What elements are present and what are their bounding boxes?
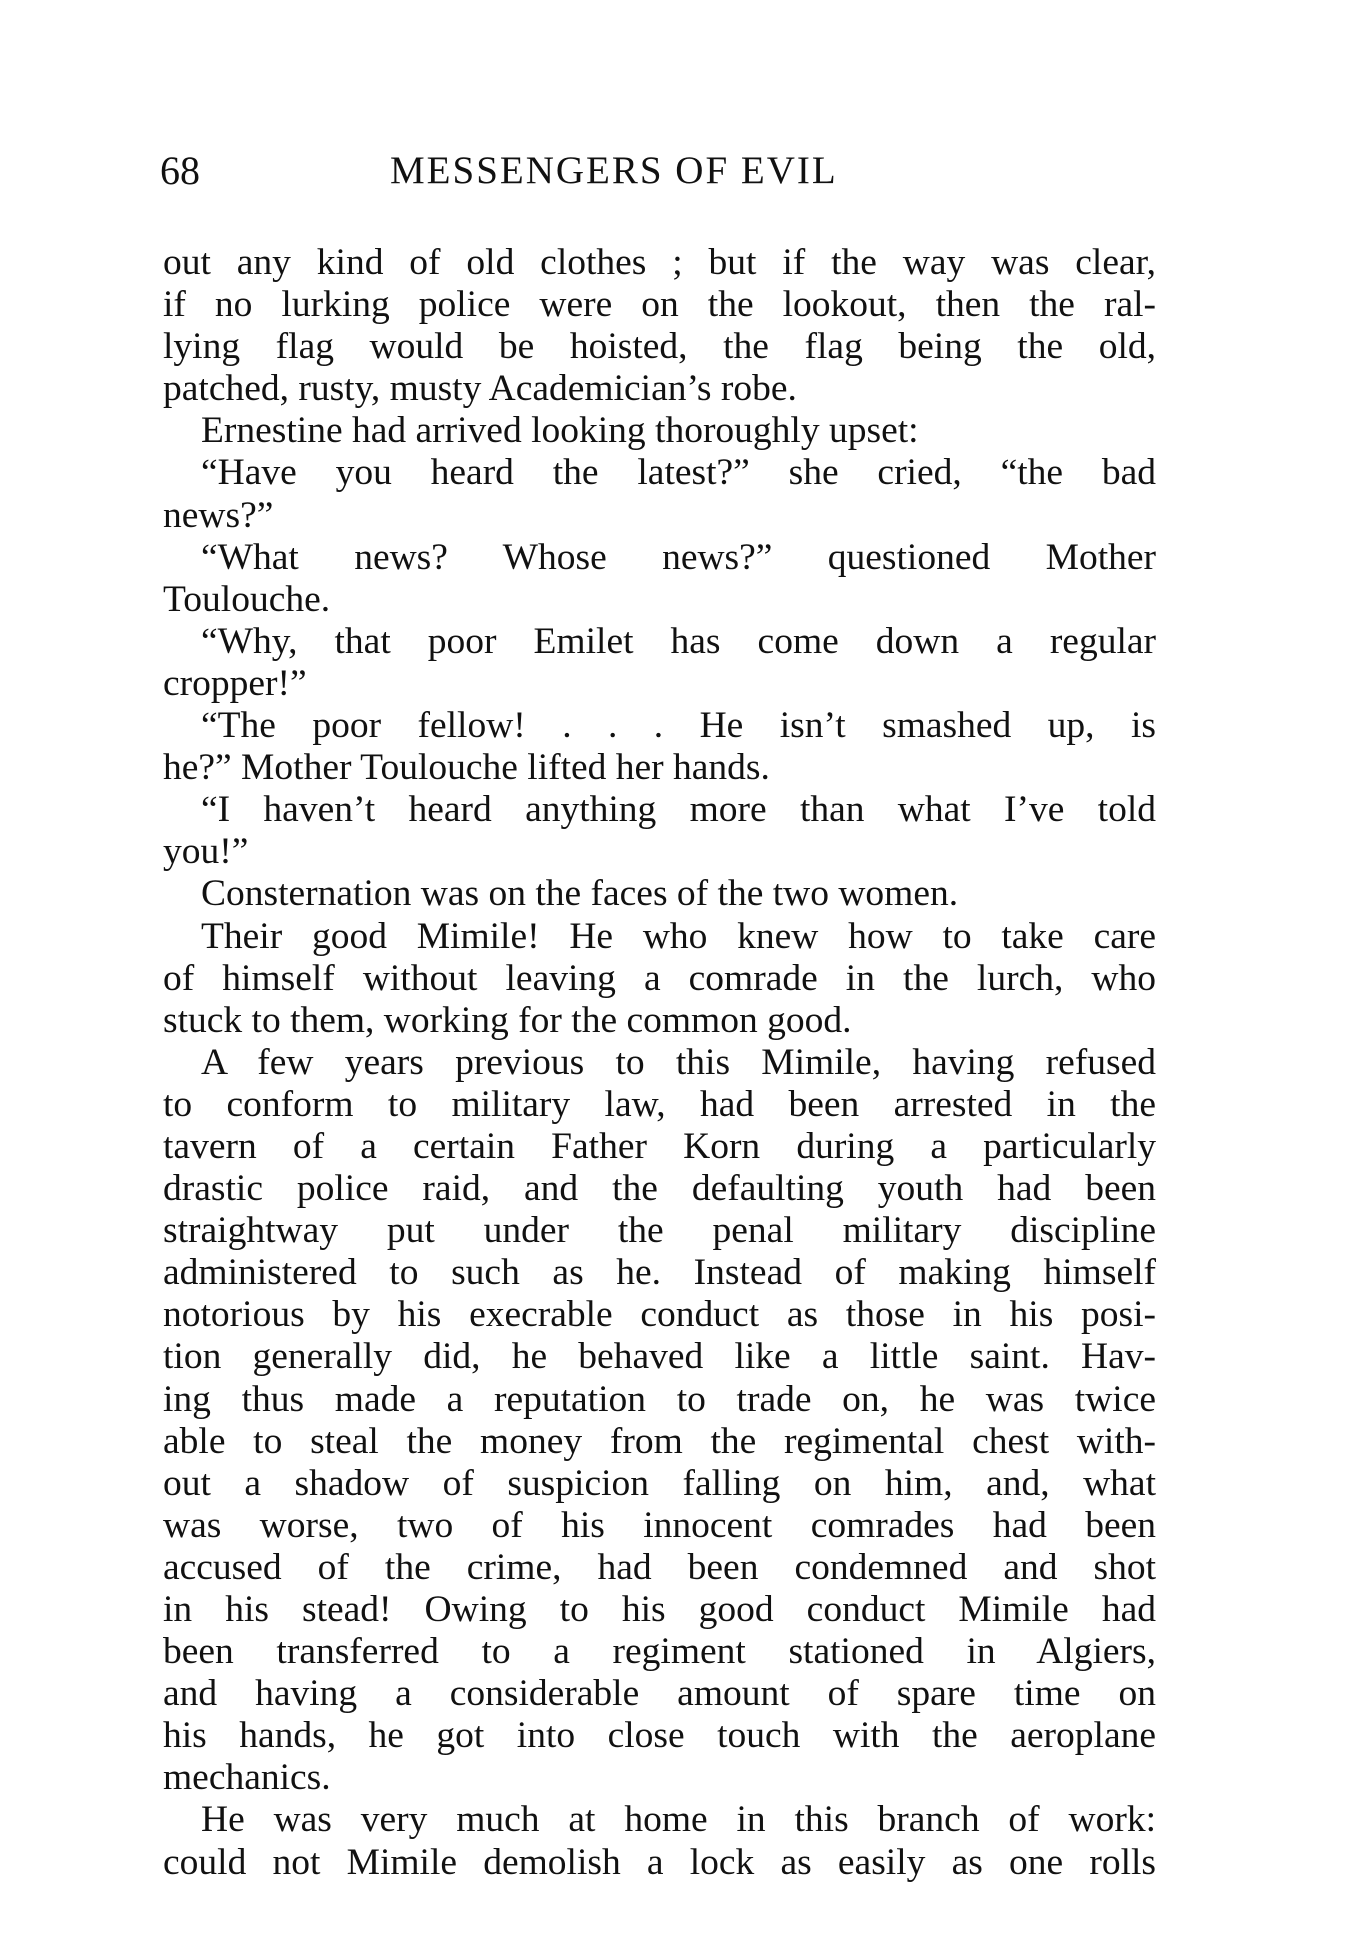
- text-line: [163, 1799, 1156, 1841]
- text-line: [163, 1505, 1156, 1547]
- text-line: [163, 1757, 1156, 1799]
- text-line: [163, 1463, 1156, 1505]
- page-header: [160, 146, 1160, 196]
- text-line: [163, 1631, 1156, 1673]
- text-line-content: you!”: [163, 831, 249, 873]
- text-line-content: “The poor fellow! . . . He isn’t smashed up, is: [201, 705, 1156, 747]
- text-line-content: Their good Mimile! He who knew how to take care: [201, 915, 1156, 957]
- text-line: [163, 410, 1156, 452]
- text-line: [163, 663, 1156, 705]
- text-line-content: “What news? Whose news?” questioned Mother: [201, 536, 1156, 578]
- body-text: [163, 242, 1156, 1884]
- text-line: [163, 621, 1156, 663]
- text-line-content: Toulouche.: [163, 578, 331, 620]
- text-line-content: notorious by his execrable conduct as those in his posi-: [163, 1294, 1156, 1336]
- text-line: [163, 916, 1156, 958]
- text-line-content: “I haven’t heard anything more than what I’ve told: [201, 789, 1156, 831]
- text-line-content: straightway put under the penal military discipline: [163, 1210, 1156, 1252]
- text-line-content: out a shadow of suspicion falling on him, and, what: [163, 1462, 1156, 1504]
- text-line-content: news?”: [163, 494, 274, 536]
- text-line-content: been transferred to a regiment stationed in Algiers,: [163, 1631, 1156, 1673]
- text-line: [163, 1168, 1156, 1210]
- text-line: [163, 747, 1156, 789]
- text-line: [163, 1084, 1156, 1126]
- text-line-content: his hands, he got into close touch with the aeroplane: [163, 1715, 1156, 1757]
- text-line-content: could not Mimile demolish a lock as easily as one rolls: [163, 1841, 1156, 1883]
- text-line-content: administered to such as he. Instead of making himself: [163, 1252, 1156, 1294]
- text-line: [163, 495, 1156, 537]
- text-line-content: tavern of a certain Father Korn during a particularly: [163, 1125, 1156, 1167]
- text-line-content: was worse, two of his innocent comrades had been: [163, 1504, 1156, 1546]
- text-line-content: “Why, that poor Emilet has come down a regular: [201, 620, 1156, 662]
- page-number: 68: [160, 148, 200, 193]
- text-line-content: Ernestine had arrived looking thoroughly upset:: [201, 410, 919, 452]
- text-line: [163, 1673, 1156, 1715]
- text-line: [163, 284, 1156, 326]
- text-line: [163, 1842, 1156, 1884]
- text-line-content: ing thus made a reputation to trade on, he was twice: [163, 1378, 1156, 1420]
- text-line: [163, 1589, 1156, 1631]
- text-line: [163, 242, 1156, 284]
- text-line-content: He was very much at home in this branch of work:: [201, 1799, 1156, 1841]
- text-line: [163, 537, 1156, 579]
- text-line-content: he?” Mother Toulouche lifted her hands.: [163, 747, 770, 789]
- text-line-content: accused of the crime, had been condemned and shot: [163, 1546, 1156, 1588]
- text-line: [163, 452, 1156, 494]
- text-line: [163, 705, 1156, 747]
- text-line-content: of himself without leaving a comrade in the lurch, who: [163, 957, 1156, 999]
- running-head: MESSENGERS OF EVIL: [390, 149, 838, 192]
- text-line-content: drastic police raid, and the defaulting youth had been: [163, 1168, 1156, 1210]
- text-line-content: in his stead! Owing to his good conduct Mimile had: [163, 1589, 1156, 1630]
- text-line: [163, 1042, 1156, 1084]
- text-line: [163, 368, 1156, 410]
- text-line: [163, 1547, 1156, 1589]
- text-line-content: if no lurking police were on the lookout, then the ral-: [163, 284, 1156, 326]
- text-line-content: lying flag would be hoisted, the flag being the old,: [163, 326, 1156, 368]
- text-line-content: able to steal the money from the regimental chest with-: [163, 1420, 1156, 1462]
- text-line: [163, 579, 1156, 621]
- text-line-content: and having a considerable amount of spare time on: [163, 1673, 1156, 1715]
- text-line: [163, 1421, 1156, 1463]
- text-line: [163, 1294, 1156, 1336]
- text-line: [163, 831, 1156, 873]
- text-line-content: stuck to them, working for the common good.: [163, 999, 852, 1041]
- text-line: [163, 1379, 1156, 1421]
- text-line-content: Consternation was on the faces of the two women.: [201, 873, 959, 915]
- text-line: [163, 326, 1156, 368]
- text-line: [163, 873, 1156, 915]
- text-line-content: mechanics.: [163, 1757, 331, 1799]
- text-line: [163, 1336, 1156, 1378]
- text-line: [163, 1000, 1156, 1042]
- text-line: [163, 1210, 1156, 1252]
- text-line: [163, 958, 1156, 1000]
- text-line: [163, 1126, 1156, 1168]
- text-line: [163, 789, 1156, 831]
- text-line-content: “Have you heard the latest?” she cried, “the bad: [201, 452, 1156, 494]
- text-line-content: out any kind of old clothes ; but if the way was clear,: [163, 242, 1156, 283]
- text-line-content: to conform to military law, had been arrested in the: [163, 1083, 1156, 1125]
- text-line-content: A few years previous to this Mimile, having refused: [201, 1041, 1156, 1083]
- text-line-content: patched, rusty, musty Academician’s robe.: [163, 368, 797, 410]
- text-line: [163, 1252, 1156, 1294]
- text-line-content: tion generally did, he behaved like a little saint. Hav-: [163, 1336, 1156, 1378]
- text-line: [163, 1715, 1156, 1757]
- text-line-content: cropper!”: [163, 662, 307, 704]
